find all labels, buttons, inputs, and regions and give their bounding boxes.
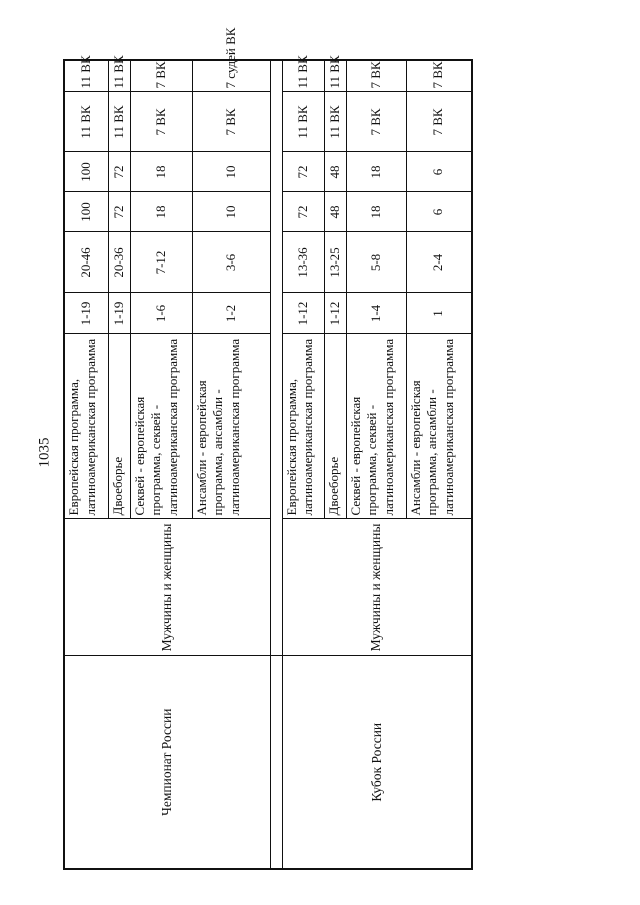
age-range-cell: 5-8: [346, 232, 406, 293]
competitions-table: [63, 27, 473, 870]
number-cell: 48: [324, 152, 346, 192]
number-cell: 72: [282, 152, 324, 192]
table-separator-row: [270, 60, 282, 869]
age-range-cell: 1-19: [108, 293, 130, 334]
program-cell: Европейская программа, латиноамериканская программа: [282, 334, 324, 519]
judges-cell: 11 ВК: [324, 92, 346, 152]
age-range-cell: 13-25: [324, 232, 346, 293]
judges-cell: 11 ВК: [64, 92, 108, 152]
judges-cell: 11 ВК: [282, 92, 324, 152]
number-cell: 10: [192, 152, 270, 192]
number-cell: 6: [406, 192, 472, 232]
age-range-cell: 1-12: [282, 293, 324, 334]
program-cell: Двоеборье: [108, 334, 130, 519]
judges-cell: 7 ВК: [406, 92, 472, 152]
judges-cell: 11 ВК: [64, 60, 108, 92]
age-range-cell: 1-19: [64, 293, 108, 334]
judges-cell: 7 ВК: [346, 92, 406, 152]
number-cell: 72: [108, 152, 130, 192]
table-row: [64, 60, 108, 869]
judges-cell: 11 ВК: [324, 60, 346, 92]
judges-cell: 7 ВК: [406, 60, 472, 92]
competition-name: Кубок России: [282, 656, 472, 869]
number-cell: 18: [130, 152, 192, 192]
age-range-cell: 3-6: [192, 232, 270, 293]
number-cell: 100: [64, 152, 108, 192]
age-range-cell: 1-4: [346, 293, 406, 334]
age-range-cell: 1-12: [324, 293, 346, 334]
judges-cell: 11 ВК: [108, 92, 130, 152]
number-cell: 18: [346, 192, 406, 232]
age-range-cell: 2-4: [406, 232, 472, 293]
program-cell: Ансамбли - европейская программа, ансамбли - латиноамериканская программа: [406, 334, 472, 519]
gender-cell: Мужчины и женщины: [64, 519, 270, 656]
judges-cell: 7 ВК: [192, 92, 270, 152]
age-range-cell: 7-12: [130, 232, 192, 293]
number-cell: 6: [406, 152, 472, 192]
page-number: 1035: [36, 437, 53, 468]
age-range-cell: 1: [406, 293, 472, 334]
judges-cell: 11 ВК: [282, 60, 324, 92]
number-cell: 100: [64, 192, 108, 232]
number-cell: 18: [130, 192, 192, 232]
number-cell: 72: [282, 192, 324, 232]
number-cell: 48: [324, 192, 346, 232]
judges-cell: 7 ВК: [130, 60, 192, 92]
program-cell: Секвей - европейская программа, секвей - латиноамериканская программа: [130, 334, 192, 519]
table-row: [282, 60, 324, 869]
age-range-cell: 20-36: [108, 232, 130, 293]
number-cell: 10: [192, 192, 270, 232]
number-cell: 18: [346, 152, 406, 192]
program-cell: Ансамбли - европейская программа, ансамбли - латиноамериканская программа: [192, 334, 270, 519]
program-cell: Секвей - европейская программа, секвей - латиноамериканская программа: [346, 334, 406, 519]
number-cell: 72: [108, 192, 130, 232]
age-range-cell: 1-2: [192, 293, 270, 334]
judges-cell: 7 ВК: [346, 60, 406, 92]
competition-name: Чемпионат России: [64, 656, 270, 869]
rotated-table-wrapper: [63, 27, 473, 870]
judges-cell: 7 ВК: [130, 92, 192, 152]
age-range-cell: 20-46: [64, 232, 108, 293]
program-cell: Европейская программа, латиноамериканская программа: [64, 334, 108, 519]
age-range-cell: 1-6: [130, 293, 192, 334]
judges-cell: 11 ВК: [108, 60, 130, 92]
judges-cell: 7 судей ВК: [192, 60, 270, 92]
program-cell: Двоеборье: [324, 334, 346, 519]
gender-cell: Мужчины и женщины: [282, 519, 472, 656]
age-range-cell: 13-36: [282, 232, 324, 293]
